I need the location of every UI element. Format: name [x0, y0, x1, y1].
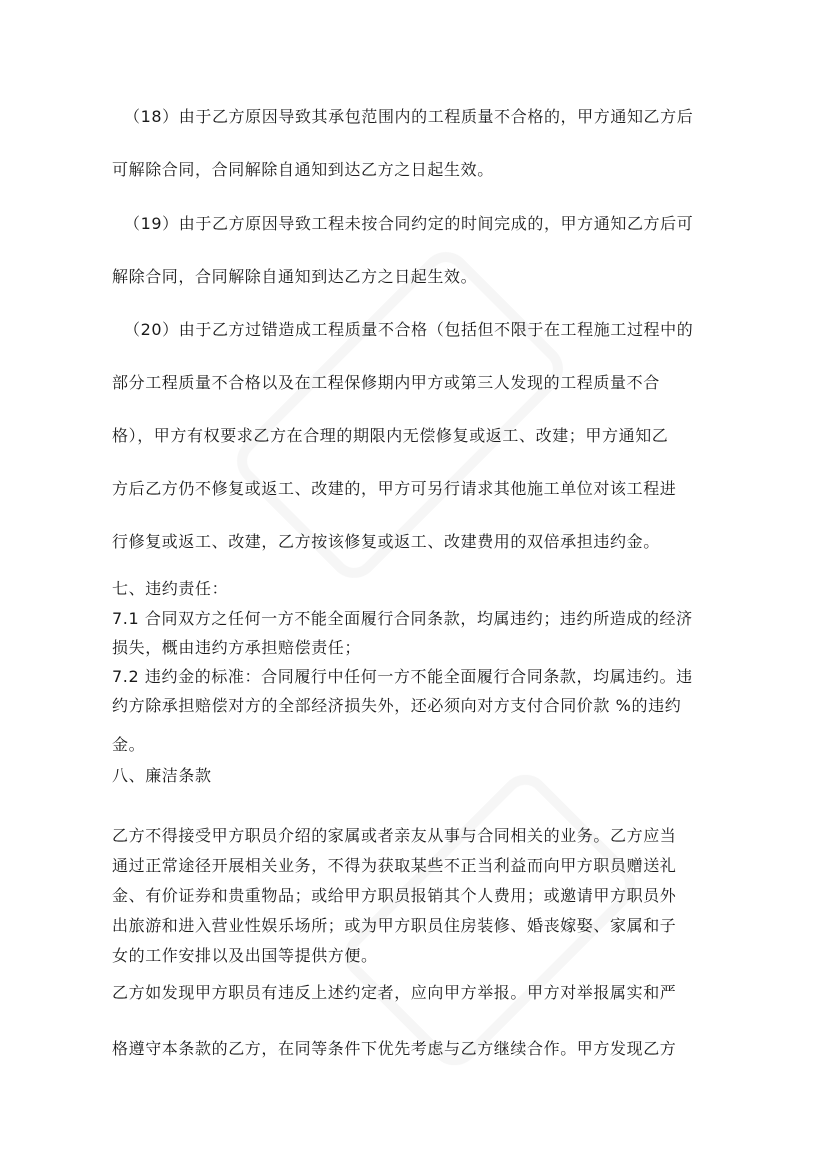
integrity-line-3: 金、有价证券和贵重物品；或给甲方职员报销其个人费用；或邀请甲方职员外 — [112, 886, 677, 905]
paragraph-19-line-1: （19）由于乙方原因导致工程未按合同约定的时间完成的，甲方通知乙方后可 — [124, 214, 694, 233]
paragraph-19-line-2: 解除合同，合同解除自通知到达乙方之日起生效。 — [112, 267, 478, 286]
integrity-line-7: 格遵守本条款的乙方，在同等条件下优先考虑与乙方继续合作。甲方发现乙方 — [112, 1039, 677, 1058]
paragraph-20-line-2: 部分工程质量不合格以及在工程保修期内甲方或第三人发现的工程质量不合 — [112, 373, 660, 392]
section-7-heading: 七、违约责任： — [112, 579, 229, 598]
section-8-heading: 八、廉洁条款 — [112, 766, 212, 785]
integrity-line-6: 乙方如发现甲方职员有违反上述约定者，应向甲方举报。甲方对举报属实和严 — [112, 983, 677, 1002]
paragraph-18-line-2: 可解除合同，合同解除自通知到达乙方之日起生效。 — [112, 160, 494, 179]
paragraph-20-line-3: 格），甲方有权要求乙方在合理的期限内无偿修复或返工、改建；甲方通知乙 — [112, 426, 669, 445]
clause-7-2-line-1: 7.2 违约金的标准：合同履行中任何一方不能全面履行合同条款，均属违约。违 — [112, 667, 693, 686]
integrity-line-1: 乙方不得接受甲方职员介绍的家属或者亲友从事与合同相关的业务。乙方应当 — [112, 826, 677, 845]
clause-7-2-line-2: 约方除承担赔偿对方的全部经济损失外，还必须向对方支付合同价款 %的违约 — [112, 696, 682, 715]
paragraph-20-line-5: 行修复或返工、改建，乙方按该修复或返工、改建费用的双倍承担违约金。 — [112, 532, 660, 551]
paragraph-20-line-1: （20）由于乙方过错造成工程质量不合格（包括但不限于在工程施工过程中的 — [124, 320, 694, 339]
paragraph-20-line-4: 方后乙方仍不修复或返工、改建的，甲方可另行请求其他施工单位对该工程进 — [112, 479, 677, 498]
paragraph-18-line-1: （18）由于乙方原因导致其承包范围内的工程质量不合格的，甲方通知乙方后 — [124, 107, 694, 126]
clause-7-2-line-3: 金。 — [112, 735, 146, 754]
clause-7-1-line-1: 7.1 合同双方之任何一方不能全面履行合同条款，均属违约；违约所造成的经济 — [112, 609, 693, 628]
integrity-line-2: 通过正常途径开展相关业务，不得为获取某些不正当利益而向甲方职员赠送礼 — [112, 856, 677, 875]
integrity-line-4: 出旅游和进入营业性娱乐场所；或为甲方职员住房装修、婚丧嫁娶、家属和子 — [112, 916, 677, 935]
clause-7-1-line-2: 损失，概由违约方承担赔偿责任； — [112, 638, 362, 657]
integrity-line-5: 女的工作安排以及出国等提供方便。 — [112, 946, 378, 965]
